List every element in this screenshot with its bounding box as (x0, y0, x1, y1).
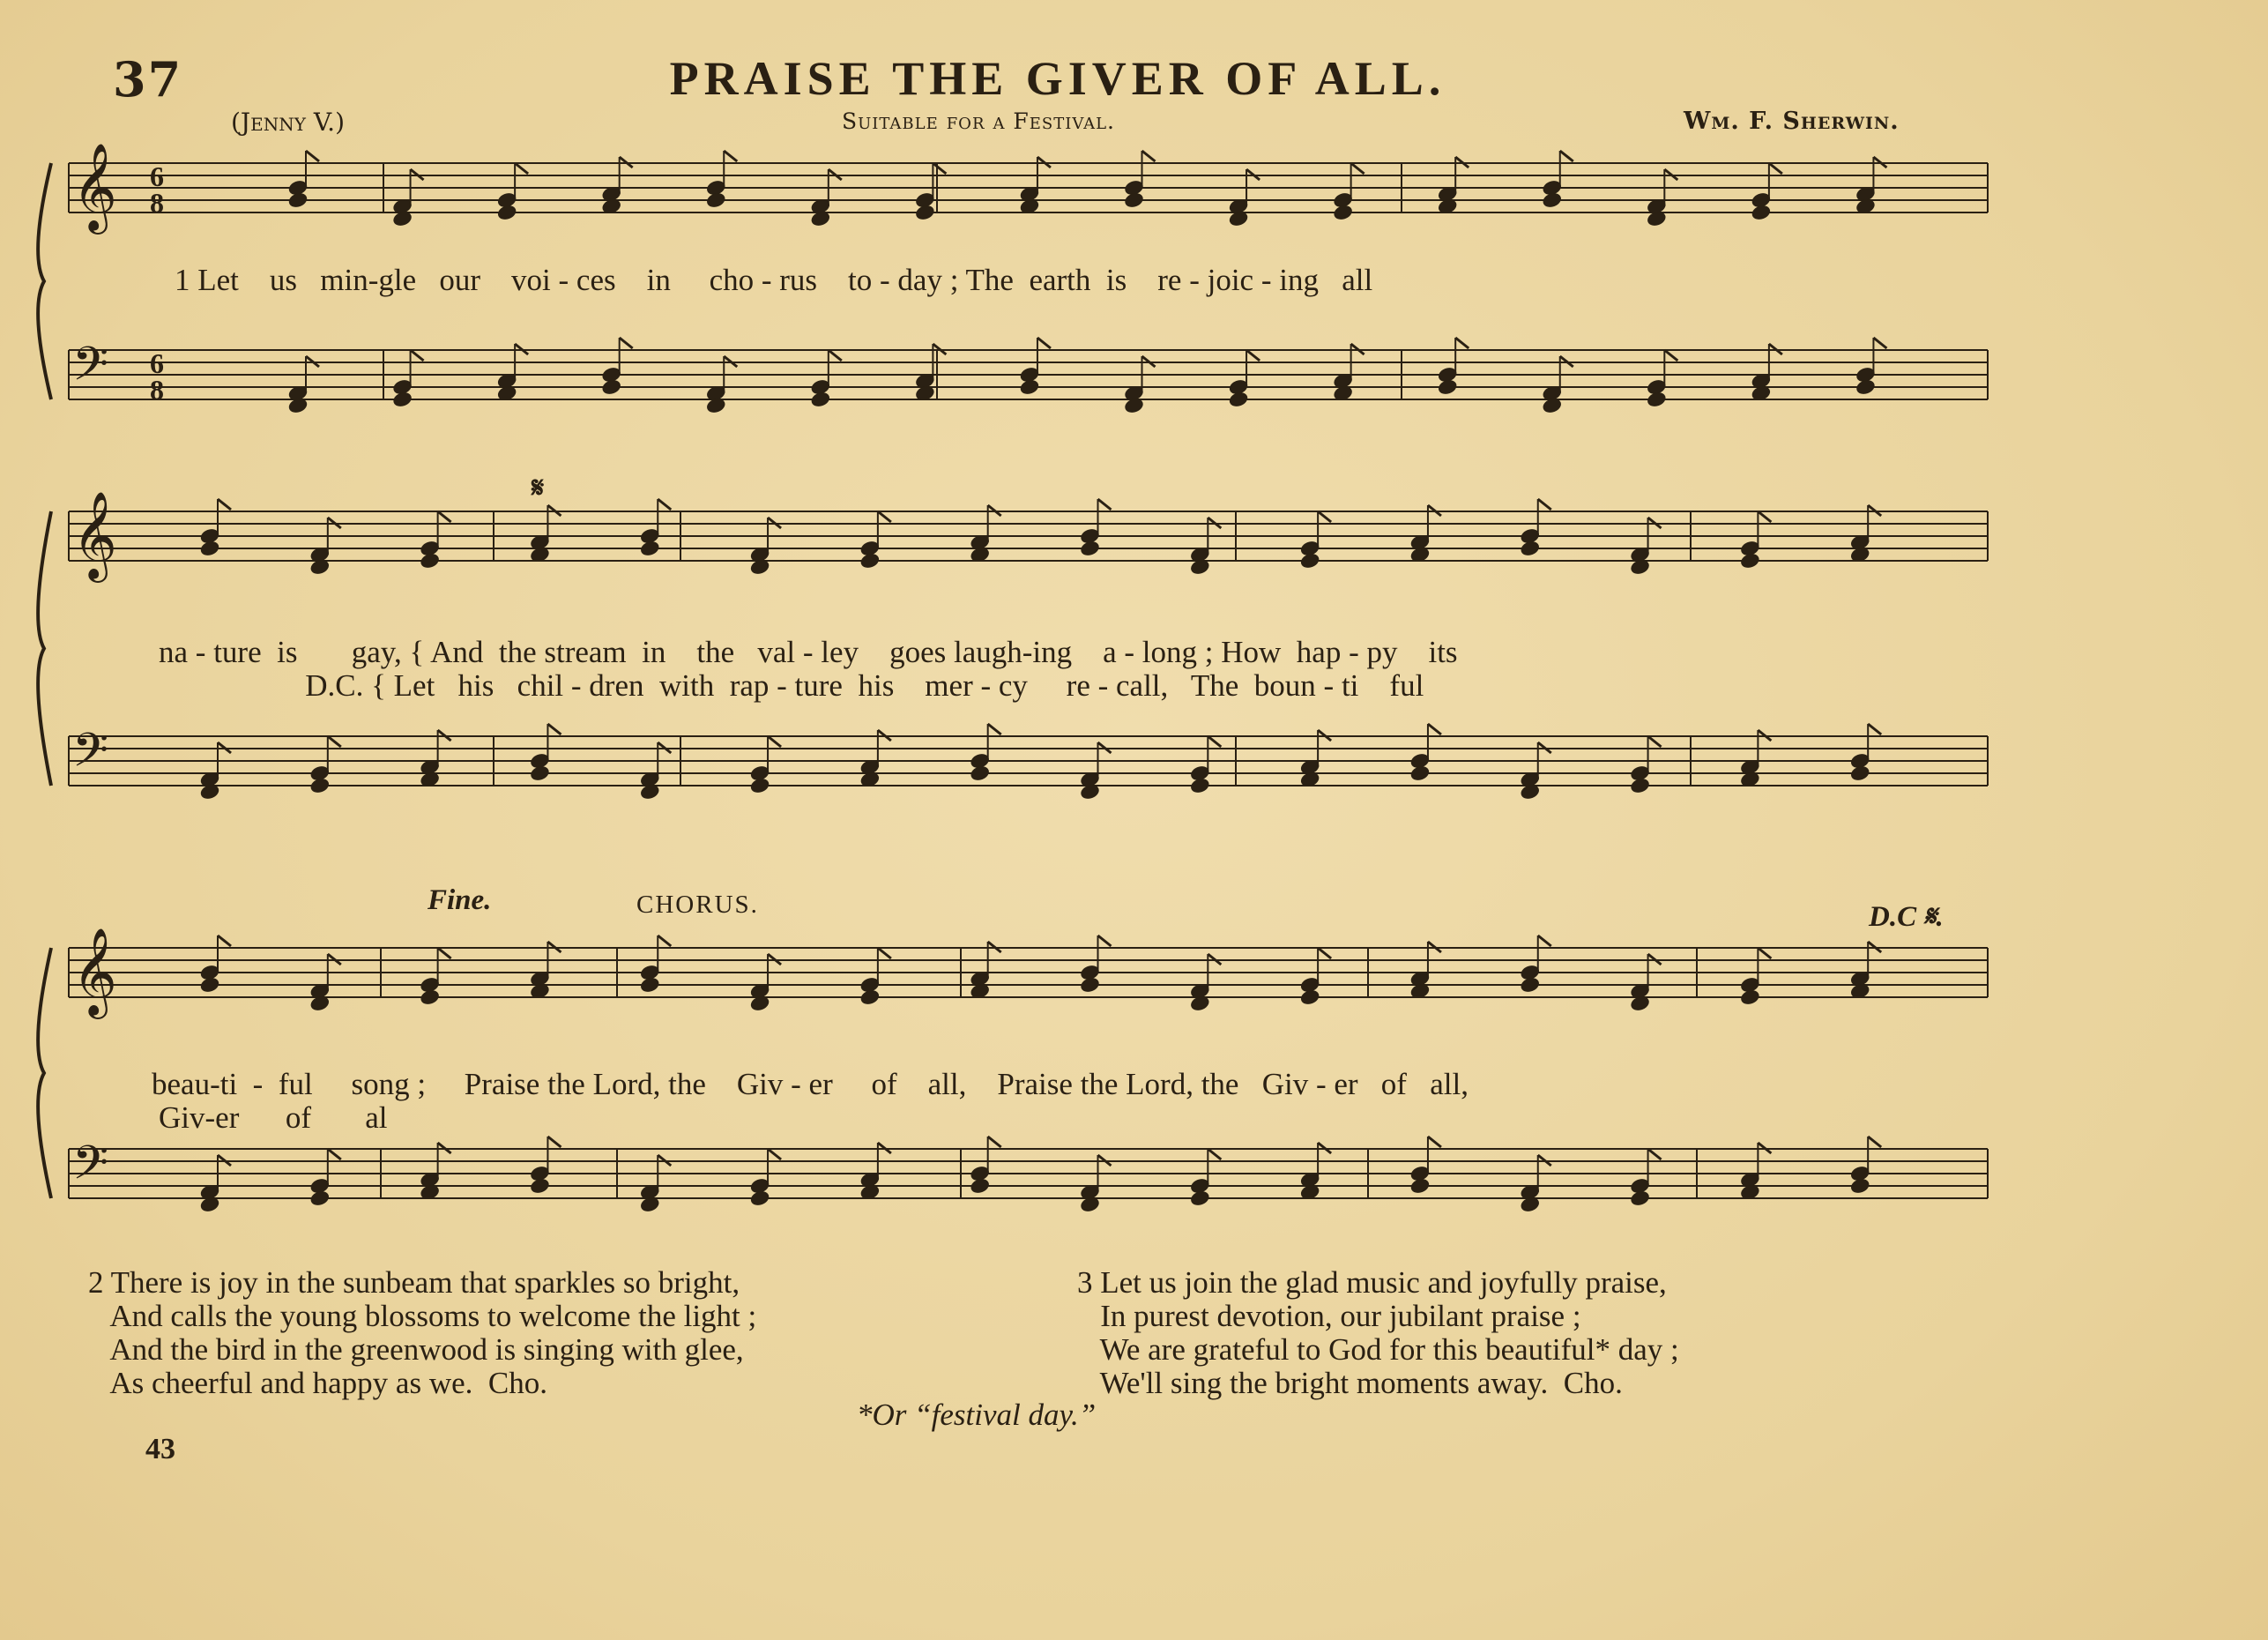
note-head (392, 391, 413, 408)
note-head (1190, 1189, 1211, 1207)
note-head (1740, 552, 1761, 570)
note-head (199, 976, 220, 994)
segno-sign: 𝄋 (532, 473, 545, 504)
note-flag (1246, 350, 1260, 361)
verse-3-line-2: In purest devotion, our jubilant praise ; (1077, 1299, 1581, 1333)
note-flag (768, 736, 781, 747)
treble-clef: 𝄞 (72, 143, 117, 231)
note-head (1849, 764, 1870, 782)
note-flag (1868, 1137, 1881, 1147)
clefs (72, 143, 164, 1202)
note-flag (658, 499, 671, 510)
note-head (1740, 988, 1761, 1006)
note-flag (878, 948, 891, 958)
page-number: 43 (145, 1433, 175, 1465)
note-head (1228, 391, 1249, 408)
note-flag (1318, 511, 1331, 522)
note-head (1520, 976, 1541, 994)
brace (38, 948, 51, 1198)
time-signature-bottom: 8 (150, 187, 164, 219)
note-flag (1098, 936, 1112, 946)
verse-3 (1077, 1266, 1679, 1400)
note-flag (1648, 736, 1662, 747)
note-head (1855, 378, 1877, 396)
note-flag (1769, 163, 1782, 174)
note-flag (1648, 1149, 1662, 1159)
note-flag (933, 163, 946, 174)
note-head (287, 191, 309, 209)
note-flag (768, 1149, 781, 1159)
time-signature-bottom: 8 (150, 374, 164, 406)
note-flag (620, 338, 633, 348)
hymn-title: PRAISE THE GIVER OF ALL. (669, 52, 1446, 105)
lyrics-system-3-line-2: Giv-er of al (159, 1100, 388, 1135)
note-head (1124, 191, 1145, 209)
note-flag (438, 948, 451, 958)
note-head (1849, 1177, 1870, 1195)
note-flag (878, 511, 891, 522)
verse-3-line-3: We are grateful to God for this beautiful* day ; (1077, 1332, 1679, 1367)
note-head (309, 777, 331, 794)
verse-2-line-4: As cheerful and happy as we. Cho. (88, 1366, 547, 1400)
note-flag (328, 1149, 341, 1159)
note-head (199, 540, 220, 557)
note-flag (1664, 350, 1677, 361)
tune-name: (Jenny V.) (231, 108, 346, 137)
note-flag (1208, 736, 1221, 747)
note-head (420, 988, 441, 1006)
bass-clef: 𝄢 (72, 338, 109, 403)
note-head (1751, 204, 1772, 221)
note-head (1630, 1189, 1651, 1207)
note-head (496, 204, 517, 221)
note-flag (1318, 948, 1331, 958)
note-flag (1873, 338, 1886, 348)
note-flag (1560, 151, 1573, 161)
note-head (810, 391, 831, 408)
note-head (1299, 552, 1320, 570)
note-head (749, 777, 770, 794)
footnote: *Or “festival day.” (857, 1398, 1097, 1432)
time-signature-top: 6 (150, 160, 164, 192)
note-flag (658, 936, 671, 946)
note-flag (1037, 338, 1051, 348)
lyrics-system-3-line-1: beau-ti - ful song ; Praise the Lord, the Giv - er of all, Praise the Lord, the Giv - er of all, (152, 1067, 1469, 1101)
note-head (1630, 777, 1651, 794)
note-flag (724, 151, 737, 161)
note-head (530, 1177, 551, 1195)
note-head (859, 552, 881, 570)
chorus-label: CHORUS. (636, 891, 759, 919)
hymn-number: 37 (113, 51, 183, 108)
note-flag (1208, 1149, 1221, 1159)
note-head (1080, 976, 1101, 994)
note-head (915, 204, 936, 221)
note-head (601, 378, 622, 396)
note-flag (411, 350, 424, 361)
note-head (309, 1189, 331, 1207)
note-flag (218, 936, 231, 946)
note-flag (1098, 499, 1112, 510)
note-head (970, 1177, 991, 1195)
note-flag (988, 1137, 1001, 1147)
note-head (705, 191, 726, 209)
treble-clef: 𝄞 (72, 928, 117, 1016)
note-flag (328, 736, 341, 747)
time-signature-top: 6 (150, 347, 164, 379)
note-flag (306, 151, 319, 161)
treble-clef: 𝄞 (72, 491, 117, 579)
lyrics-system-1: 1 Let us min-gle our voi - ces in cho - rus to - day ; The earth is re - joic - ing all (175, 263, 1373, 297)
note-flag (1538, 499, 1551, 510)
note-flag (218, 499, 231, 510)
note-flag (988, 724, 1001, 734)
note-head (1409, 764, 1431, 782)
bass-clef: 𝄢 (72, 1137, 109, 1202)
note-head (1299, 988, 1320, 1006)
note-head (639, 976, 660, 994)
note-head (420, 552, 441, 570)
note-flag (515, 163, 528, 174)
lyrics-system-2-line-2: D.C. { Let his chil - dren with rap - ture his mer - cy re - call, The boun - ti ful (159, 668, 1424, 703)
note-flag (547, 724, 561, 734)
note-head (1190, 777, 1211, 794)
note-flag (1538, 936, 1551, 946)
fine-mark: Fine. (428, 884, 492, 916)
note-flag (1455, 338, 1469, 348)
lyrics-system-2-line-1: na - ture is gay, { And the stream in the val - ley goes laugh-ing a - long ; How hap - py its (159, 635, 1458, 669)
verse-2-line-3: And the bird in the greenwood is singing with glee, (88, 1332, 744, 1367)
verse-2 (88, 1266, 756, 1400)
note-head (1019, 378, 1040, 396)
note-flag (829, 350, 842, 361)
note-flag (1758, 948, 1771, 958)
note-flag (1868, 724, 1881, 734)
note-head (1437, 378, 1458, 396)
note-flag (1758, 511, 1771, 522)
note-head (1080, 540, 1101, 557)
note-head (1542, 191, 1563, 209)
note-flag (1351, 163, 1365, 174)
note-head (1333, 204, 1354, 221)
dc-segno-mark: D.C 𝄋. (1869, 901, 1944, 933)
verse-3-line-1: 3 Let us join the glad music and joyfully praise, (1077, 1265, 1667, 1300)
note-head (530, 764, 551, 782)
note-head (1647, 391, 1668, 408)
note-flag (1428, 724, 1441, 734)
note-head (639, 540, 660, 557)
note-flag (547, 1137, 561, 1147)
brace (38, 511, 51, 786)
note-head (749, 1189, 770, 1207)
note-head (970, 764, 991, 782)
note-head (859, 988, 881, 1006)
composer: Wm. F. Sherwin. (1684, 108, 1900, 135)
note-flag (438, 511, 451, 522)
verse-3-line-4: We'll sing the bright moments away. Cho. (1077, 1366, 1623, 1400)
verse-2-line-2: And calls the young blossoms to welcome the light ; (88, 1299, 757, 1333)
note-flag (1428, 1137, 1441, 1147)
bass-clef: 𝄢 (72, 724, 109, 789)
note-head (1409, 1177, 1431, 1195)
brace (38, 163, 51, 399)
note-flag (1142, 151, 1156, 161)
note-head (1520, 540, 1541, 557)
verse-2-line-1: 2 There is joy in the sunbeam that sparkles so bright, (88, 1265, 740, 1300)
hymn-subtitle: Suitable for a Festival. (842, 108, 1115, 134)
